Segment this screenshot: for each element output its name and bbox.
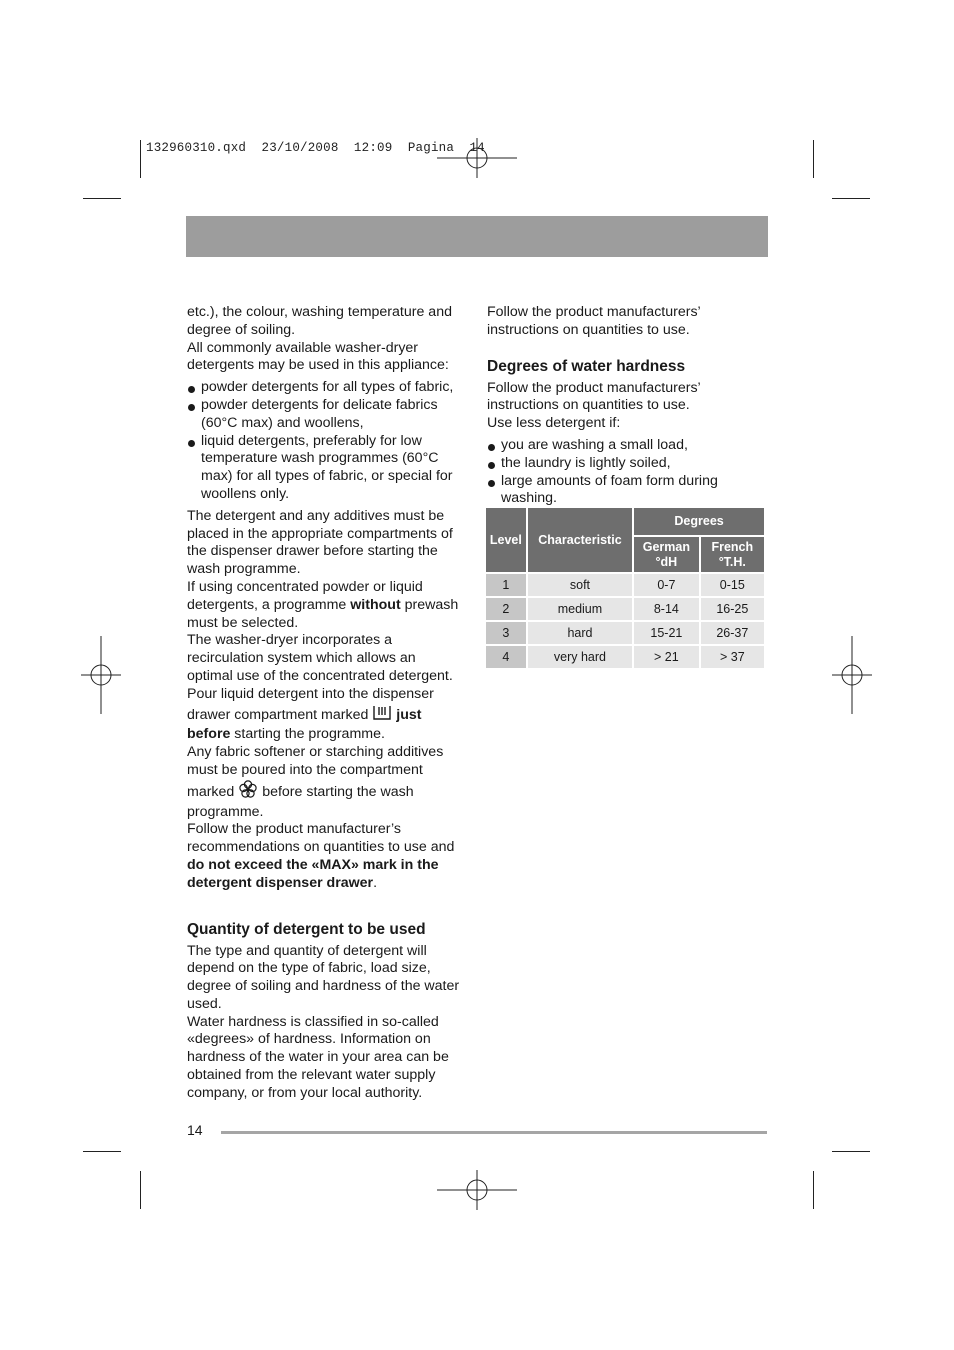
section-heading: Quantity of detergent to be used — [187, 920, 426, 938]
registration-mark-right — [832, 636, 872, 714]
paragraph: The washer-dryer incorporates a recirculation system which allows an optimal use of the concentrated detergent. — [187, 632, 453, 684]
table-row — [486, 574, 764, 596]
cell-german: 0-7 — [634, 574, 698, 596]
cell-characteristic: medium — [528, 598, 632, 620]
paragraph: All commonly available washer-dryer detergents may be used in this appliance: — [187, 339, 449, 374]
paragraph: Water hardness is classified in so-called «degrees» of hardness. Information on hardness of the water in your area can be obtained from the relevant water supply company, or from your local authority. — [187, 1013, 449, 1101]
paragraph: Follow the product manufacturer’s recommendations on quantities to use and do not exceed the «MAX» mark in the detergent dispenser drawer. — [187, 821, 455, 891]
registration-mark-left — [81, 636, 121, 714]
section-heading: Degrees of water hardness — [487, 357, 686, 375]
liquid-detergent-compartment-icon — [372, 704, 392, 727]
list-item: large amounts of foam form during washing. — [487, 473, 769, 509]
cell-german: > 21 — [634, 646, 698, 668]
print-slug: 132960310.qxd 23/10/2008 12:09 Pagina 14 — [146, 141, 485, 155]
list-item: powder detergents for all types of fabric, — [187, 379, 465, 397]
header-characteristic: Characteristic — [528, 508, 632, 572]
paragraph: Follow the product manufacturers’ instructions on quantities to use. — [487, 379, 701, 414]
cell-french: 0-15 — [701, 574, 764, 596]
cell-german: 15-21 — [634, 622, 698, 644]
paragraph: If using concentrated powder or liquid detergents, a programme without prewash must be selected. — [187, 578, 459, 631]
cell-characteristic: hard — [528, 622, 632, 644]
header-degrees: Degrees — [634, 508, 764, 535]
cell-level: 3 — [486, 622, 526, 644]
left-column — [187, 304, 465, 1103]
cell-level: 4 — [486, 646, 526, 668]
cell-characteristic: soft — [528, 574, 632, 596]
cell-french: > 37 — [701, 646, 764, 668]
cell-characteristic: very hard — [528, 646, 632, 668]
table-row — [486, 598, 764, 620]
right-column — [487, 304, 769, 512]
header-french: French °T.H. — [701, 537, 764, 572]
list-item: the laundry is lightly soiled, — [487, 455, 769, 473]
cell-french: 26-37 — [701, 622, 764, 644]
page-number: 14 — [187, 1122, 203, 1138]
paragraph: The detergent and any additives must be placed in the appropriate compartments of the dispenser drawer before starting the wash programme. — [187, 507, 453, 578]
table-row — [486, 622, 764, 644]
registration-mark-top — [437, 138, 517, 178]
cell-french: 16-25 — [701, 598, 764, 620]
header-level: Level — [486, 508, 526, 572]
header-german: German °dH — [634, 537, 698, 572]
cell-german: 8-14 — [634, 598, 698, 620]
list-item: powder detergents for delicate fabrics (60°C max) and woollens, — [187, 397, 465, 433]
water-hardness-table — [484, 506, 766, 670]
paragraph: Any fabric softener or starching additives must be poured into the compartment marked before starting the wash programme. — [187, 744, 444, 820]
header-band — [186, 216, 768, 257]
footer-rule — [221, 1131, 767, 1134]
less-detergent-list — [487, 437, 769, 508]
paragraph: Follow the product manufacturers’ instructions on quantities to use. — [487, 304, 701, 338]
table-row — [486, 646, 764, 668]
cell-level: 2 — [486, 598, 526, 620]
list-item: liquid detergents, preferably for low temperature wash programmes (60°C max) for all types of fabric, or special for woollens only. — [187, 433, 465, 504]
registration-mark-bottom — [437, 1170, 517, 1210]
detergent-list — [187, 379, 465, 504]
cell-level: 1 — [486, 574, 526, 596]
paragraph: Use less detergent if: — [487, 415, 621, 432]
paragraph: Pour liquid detergent into the dispenser drawer compartment marked just before starting the programme. — [187, 685, 434, 743]
paragraph: The type and quantity of detergent will depend on the type of fabric, load size, degree of soiling and hardness of the water used. — [187, 942, 460, 1012]
list-item: you are washing a small load, — [487, 437, 769, 455]
paragraph: etc.), the colour, washing temperature and degree of soiling. — [187, 304, 452, 338]
flower-softener-icon — [238, 780, 258, 804]
